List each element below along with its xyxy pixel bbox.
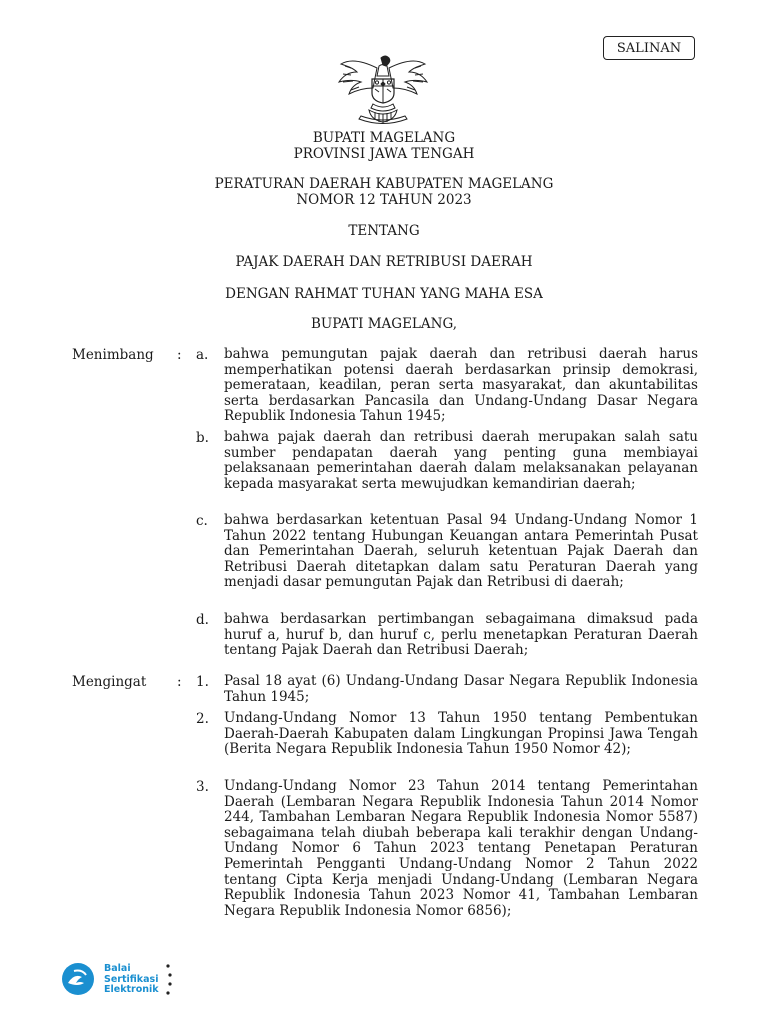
regulation-subject: PAJAK DAERAH DAN RETRIBUSI DAERAH [235,254,533,270]
bse-logo-line3: Elektronik [104,984,159,995]
mengingat-colon: : [177,674,182,690]
menimbang-marker-c: c. [196,513,208,529]
menimbang-item-d: bahwa berdasarkan pertimbangan sebagaimana dimaksud pada huruf a, huruf b, dan huruf c, perlu menetapkan Peraturan Daerah tentang Pajak Daerah dan Retribusi Daerah; [224,611,698,659]
menimbang-marker-d: d. [196,612,209,628]
menimbang-item-c: bahwa berdasarkan ketentuan Pasal 94 Undang-Undang Nomor 1 Tahun 2022 tentang Hubungan Keuangan antara Pemerintah Pusat dan Pemerintahan Daerah, seluruh ketentuan Pajak Daerah dan Retribusi Daerah ditetapkan dalam satu Peraturan Daerah yang menjadi dasar pemungutan Pajak dan Retribusi di daerah; [224,512,698,591]
menimbang-colon: : [177,347,182,363]
regulation-number: NOMOR 12 TAHUN 2023 [296,192,472,208]
regent-heading: BUPATI MAGELANG, [310,316,458,332]
mengingat-marker-3: 3. [196,779,209,795]
bse-logo-text [104,964,159,996]
menimbang-item-a: bahwa pemungutan pajak daerah dan retribusi daerah harus memperhatikan potensi daerah berdasarkan prinsip demokrasi, pemerataan, keadilan, peran serta masyarakat, dan akuntabilitas serta berdasarkan Pancasila dan Undang-Undang Dasar Negara Republik Indonesia Tahun 1945; [224,346,698,425]
province-title: PROVINSI JAWA TENGAH [293,146,475,162]
regent-title: BUPATI MAGELANG [312,130,456,146]
bse-logo-line1: Balai [104,963,131,974]
mengingat-marker-1: 1. [196,674,209,690]
mengingat-item-2: Undang-Undang Nomor 13 Tahun 1950 tentang Pembentukan Daerah-Daerah Kabupaten dalam Lingkungan Propinsi Jawa Tengah (Berita Negara Republik Indonesia Tahun 1950 Nomor 42); [224,710,698,758]
garuda-emblem-icon [333,52,433,128]
menimbang-marker-a: a. [196,347,209,363]
regulation-title: PERATURAN DAERAH KABUPATEN MAGELANG [214,176,554,192]
mengingat-marker-2: 2. [196,711,209,727]
menimbang-marker-b: b. [196,430,209,446]
bse-logo-line2: Sertifikasi [104,973,159,985]
mengingat-item-1: Pasal 18 ayat (6) Undang-Undang Dasar Negara Republik Indonesia Tahun 1945; [224,673,698,705]
menimbang-label: Menimbang [72,347,154,363]
invocation: DENGAN RAHMAT TUHAN YANG MAHA ESA [225,286,543,302]
tentang-heading: TENTANG [348,223,420,239]
mengingat-label: Mengingat [72,674,147,690]
salinan-badge: SALINAN [603,36,695,60]
menimbang-item-b: bahwa pajak daerah dan retribusi daerah merupakan salah satu sumber pendapatan daerah yang penting guna membiayai pelaksanaan pemerintahan daerah dalam melaksanakan pelayanan kepada masyarakat serta mewujudkan kemandirian daerah; [224,429,698,492]
mengingat-item-3: Undang-Undang Nomor 23 Tahun 2014 tentang Pemerintahan Daerah (Lembaran Negara Republik Indonesia Tahun 2014 Nomor 244, Tambahan Lembaran Negara Republik Indonesia Nomor 5587) sebagaimana telah diubah beberapa kali terakhir dengan Undang-Undang Nomor 6 Tahun 2023 tentang Penetapan Peraturan Pemerintah Pengganti Undang-Undang Nomor 2 Tahun 2022 tentang Cipta Kerja menjadi Undang-Undang (Lembaran Negara Republik Indonesia Tahun 2023 Nomor 41, Tambahan Lembaran Negara Republik Indonesia Nomor 6856); [224,778,698,919]
